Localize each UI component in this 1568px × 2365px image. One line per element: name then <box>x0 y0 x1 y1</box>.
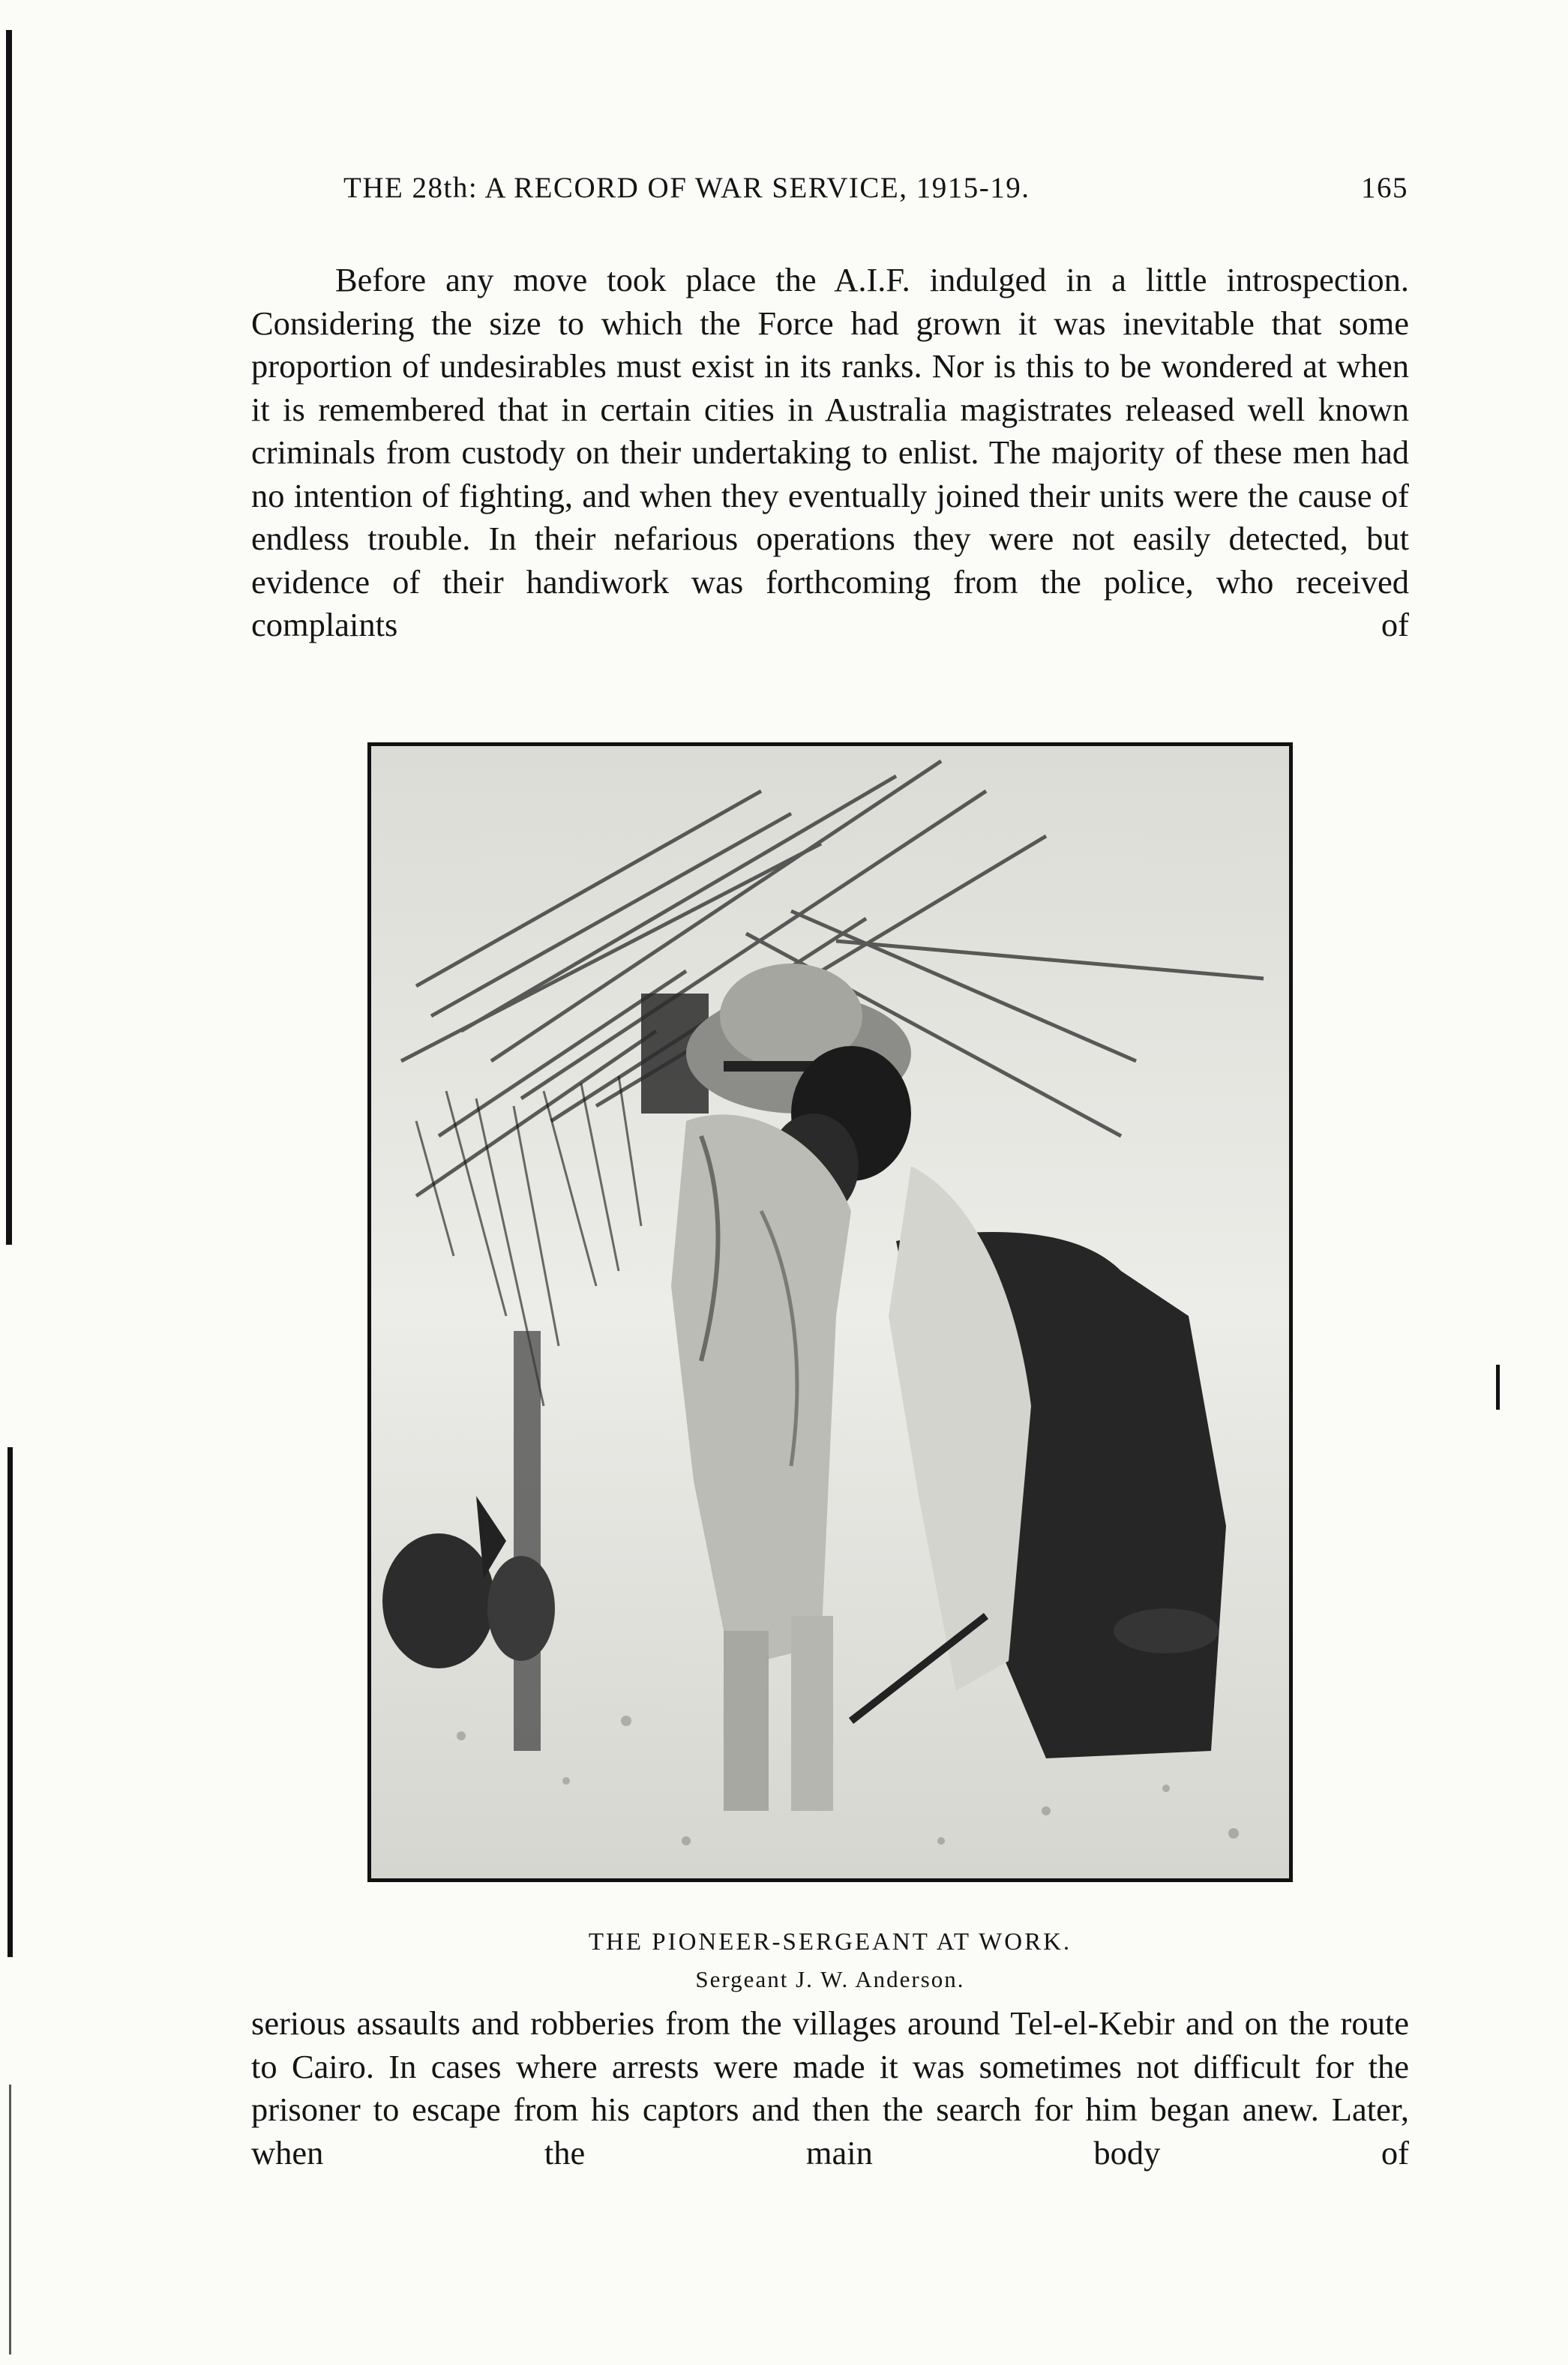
figure-caption: THE PIONEER-SERGEANT AT WORK. <box>588 1929 1072 1956</box>
photograph-pioneer-sergeant <box>371 746 1289 1878</box>
running-head <box>343 171 1408 216</box>
scan-edge-mark-bottom <box>9 2085 11 2355</box>
paragraph-continued: serious assaults and robberies from the villages around Tel-el-Kebir and on the route to Cairo. In cases where arrests were made it was sometimes not difficult for the prisoner to escape from his captors and then the search for him began anew. Later, when the main body of <box>251 2004 1409 2172</box>
photograph-plate <box>367 742 1293 1882</box>
figure-credit: Sergeant J. W. Anderson. <box>695 1966 965 1992</box>
paragraph-opening: Before any move took place the A.I.F. indulged in a little introspection. Considering the size to which the Force had grown it was inevitable that some proportion of undesirables must exist in its ranks. Nor is this to be wondered at when it is remembered that in certain cities in Australia magistrates released well known criminals from custody on their undertaking to enlist. The majority of these men had no intention of fighting, and when they eventually joined their units were the cause of endless trouble. In their nefarious operations they were not easily detected, but evidence of their handiwork was forthcoming from the police, who received complaints of <box>251 261 1409 643</box>
page-number: 165 <box>1361 172 1408 204</box>
scan-edge-mark-middle <box>7 1447 13 1957</box>
running-head-title: THE 28th: A RECORD OF WAR SERVICE, 1915-19. <box>343 172 1030 204</box>
scan-speck-right <box>1496 1365 1500 1410</box>
scan-edge-mark-top <box>6 30 12 1245</box>
